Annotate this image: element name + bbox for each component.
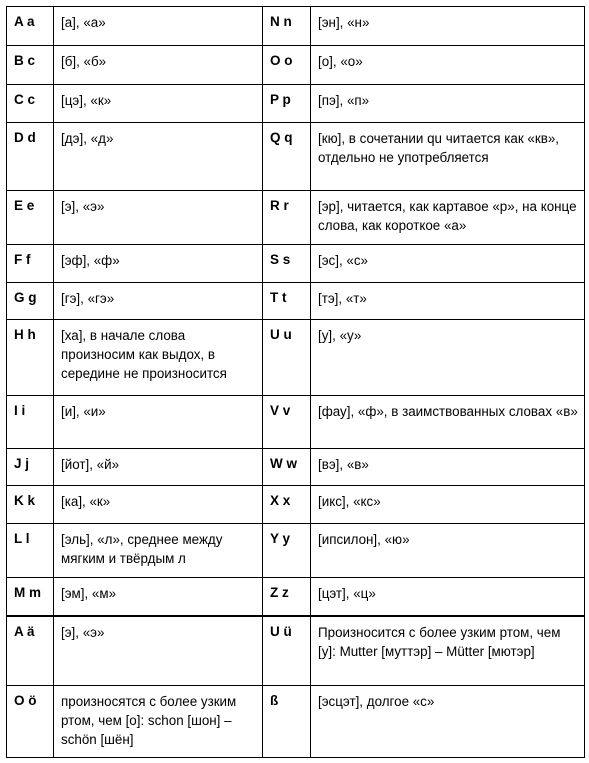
letter-cell: J j <box>7 449 54 486</box>
letter-cell: C c <box>7 85 54 123</box>
letter-cell: Q q <box>263 123 311 191</box>
letter-cell: I i <box>7 396 54 449</box>
table-row <box>7 320 585 396</box>
letter-cell: M m <box>7 578 54 616</box>
table-row <box>7 7 585 46</box>
letter-cell: H h <box>7 320 54 396</box>
letter-cell: N n <box>263 7 311 46</box>
letter-cell: A ä <box>7 616 54 686</box>
pronunciation-cell: [пэ], «п» <box>311 85 585 123</box>
letter-cell: B с <box>7 46 54 85</box>
pronunciation-cell: [кю], в сочетании qu читается как «кв», отдельно не употребляется <box>311 123 585 191</box>
pronunciation-cell: [эсцэт], долгое «с» <box>311 686 585 758</box>
letter-cell: V v <box>263 396 311 449</box>
table-row <box>7 486 585 524</box>
pronunciation-cell: [йот], «й» <box>54 449 263 486</box>
pronunciation-cell: [эн], «н» <box>311 7 585 46</box>
letter-cell: Z z <box>263 578 311 616</box>
table-row <box>7 283 585 320</box>
pronunciation-cell: [гэ], «гэ» <box>54 283 263 320</box>
letter-cell: X x <box>263 486 311 524</box>
letter-cell: U ü <box>263 616 311 686</box>
table-row <box>7 616 585 686</box>
pronunciation-cell: [дэ], «д» <box>54 123 263 191</box>
pronunciation-cell: [эс], «с» <box>311 245 585 283</box>
letter-cell: Y y <box>263 524 311 578</box>
pronunciation-cell: [эм], «м» <box>54 578 263 616</box>
pronunciation-cell: [ипсилон], «ю» <box>311 524 585 578</box>
pronunciation-cell: [о], «о» <box>311 46 585 85</box>
table-row <box>7 524 585 578</box>
pronunciation-cell: [эр], читается, как картавое «р», на конце слова, как короткое «а» <box>311 191 585 245</box>
letter-cell: F f <box>7 245 54 283</box>
pronunciation-cell: [цэт], «ц» <box>311 578 585 616</box>
letter-cell: U u <box>263 320 311 396</box>
letter-cell: O ö <box>7 686 54 758</box>
table-row <box>7 578 585 616</box>
table-row <box>7 245 585 283</box>
pronunciation-cell: [а], «а» <box>54 7 263 46</box>
letter-cell: ß <box>263 686 311 758</box>
letter-cell: G g <box>7 283 54 320</box>
pronunciation-cell: [ха], в начале слова произносим как выдох, в середине не произносится <box>54 320 263 396</box>
letter-cell: L l <box>7 524 54 578</box>
letter-cell: R r <box>263 191 311 245</box>
table-row <box>7 46 585 85</box>
table-row <box>7 191 585 245</box>
alphabet-table <box>6 6 585 758</box>
pronunciation-cell: [икс], «кс» <box>311 486 585 524</box>
table-row <box>7 449 585 486</box>
table-row <box>7 85 585 123</box>
letter-cell: W w <box>263 449 311 486</box>
table-row <box>7 396 585 449</box>
letter-cell: S s <box>263 245 311 283</box>
pronunciation-cell: [эль], «л», среднее между мягким и твёрдым л <box>54 524 263 578</box>
pronunciation-cell: [эф], «ф» <box>54 245 263 283</box>
table-row <box>7 123 585 191</box>
table-row <box>7 686 585 758</box>
pronunciation-cell: [тэ], «т» <box>311 283 585 320</box>
letter-cell: O o <box>263 46 311 85</box>
pronunciation-cell: [у], «у» <box>311 320 585 396</box>
pronunciation-cell: [б], «б» <box>54 46 263 85</box>
pronunciation-cell: Произносится с более узким ртом, чем [у]: Mutter [муттэр] – Mütter [мютэр] <box>311 616 585 686</box>
pronunciation-cell: [фау], «ф», в заимствованных словах «в» <box>311 396 585 449</box>
letter-cell: D d <box>7 123 54 191</box>
pronunciation-cell: [ка], «к» <box>54 486 263 524</box>
pronunciation-cell: [и], «и» <box>54 396 263 449</box>
letter-cell: T t <box>263 283 311 320</box>
letter-cell: K k <box>7 486 54 524</box>
pronunciation-cell: [цэ], «к» <box>54 85 263 123</box>
letter-cell: P p <box>263 85 311 123</box>
pronunciation-cell: произносятся с более узким ртом, чем [о]: schon [шон] – schön [шён] <box>54 686 263 758</box>
pronunciation-cell: [вэ], «в» <box>311 449 585 486</box>
letter-cell: E e <box>7 191 54 245</box>
pronunciation-cell: [э], «э» <box>54 616 263 686</box>
pronunciation-cell: [э], «э» <box>54 191 263 245</box>
letter-cell: A a <box>7 7 54 46</box>
